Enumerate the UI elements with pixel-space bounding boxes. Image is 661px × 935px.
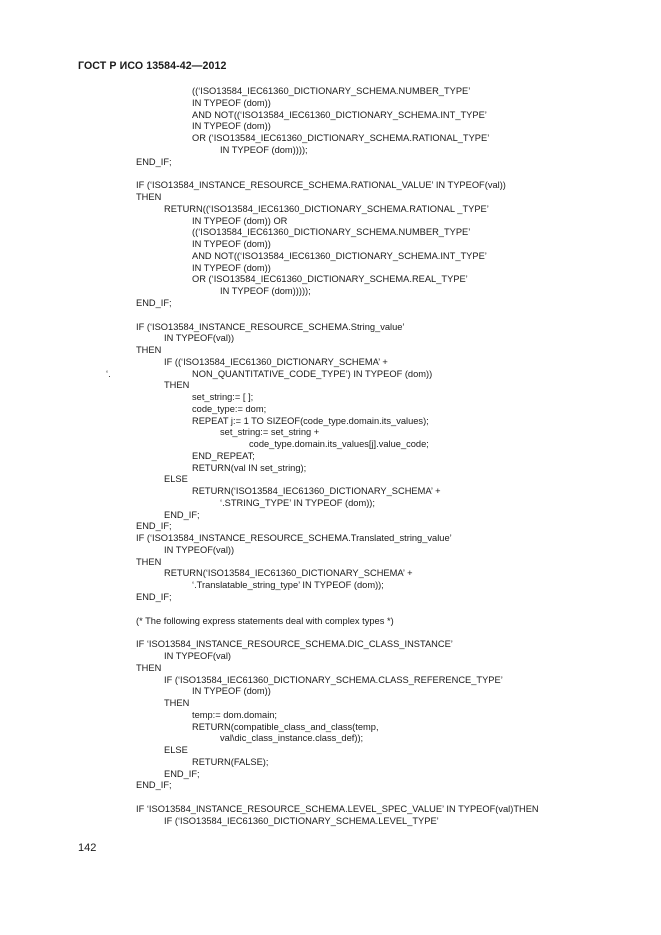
code-line: code_type:= dom; xyxy=(192,403,267,414)
code-line: RETURN(FALSE); xyxy=(192,756,269,767)
code-line: IN TYPEOF (dom)) xyxy=(192,239,271,249)
code-line: ELSE xyxy=(164,745,188,755)
code-line: code_type.domain.its_values[j].value_code; xyxy=(249,439,429,449)
code-line: temp:= dom.domain; xyxy=(192,709,278,720)
code-line: ((‘ISO13584_IEC61360_DICTIONARY_SCHEMA.NUMBER_TYPE’ xyxy=(192,86,471,96)
code-line: AND NOT((‘ISO13584_IEC61360_DICTIONARY_SCHEMA.INT_TYPE’ xyxy=(192,250,487,261)
code-line: ELSE xyxy=(164,474,188,485)
document-header: ГОСТ Р ИСО 13584-42—2012 xyxy=(78,60,227,72)
code-line: set_string:= set_string + xyxy=(220,427,320,438)
code-line: END_IF; xyxy=(164,768,200,779)
code-line: (* The following express statements deal with complex types *) xyxy=(136,615,394,626)
code-line: ‘.STRING_TYPE’ IN TYPEOF (dom)); xyxy=(220,497,375,508)
code-line: THEN xyxy=(136,192,162,202)
code-line: RETURN(compatible_class_and_class(temp, xyxy=(192,721,379,732)
code-line: IF (‘ISO13584_INSTANCE_RESOURCE_SCHEMA.Translated_string_value’ xyxy=(136,533,452,543)
code-line: THEN xyxy=(136,556,162,567)
code-line: THEN xyxy=(164,380,190,391)
code-line: END_IF; xyxy=(136,297,172,308)
code-line: ((‘ISO13584_IEC61360_DICTIONARY_SCHEMA.NUMBER_TYPE’ xyxy=(192,227,471,238)
code-line: val\dic_class_instance.class_def)); xyxy=(220,733,364,744)
page-number: 142 xyxy=(78,842,97,854)
code-line: IF (‘ISO13584_INSTANCE_RESOURCE_SCHEMA.String_value’ xyxy=(136,321,405,332)
code-line: END_IF; xyxy=(164,509,200,520)
code-line: NON_QUANTITATIVE_CODE_TYPE’) IN TYPEOF (dom)) xyxy=(192,368,433,379)
code-line: RETURN(val IN set_string); xyxy=(192,462,307,473)
code-line: END_IF; xyxy=(136,591,172,602)
code-line: AND NOT((‘ISO13584_IEC61360_DICTIONARY_SCHEMA.INT_TYPE’ xyxy=(192,109,487,120)
code-line-prefix: ‘. xyxy=(106,368,111,379)
code-line: IF (‘ISO13584_IEC61360_DICTIONARY_SCHEMA.CLASS_REFERENCE_TYPE’ xyxy=(164,674,503,685)
code-line: END_REPEAT; xyxy=(192,450,255,461)
code-line: RETURN(‘ISO13584_IEC61360_DICTIONARY_SCHEMA’ + xyxy=(192,486,441,496)
code-line: ‘.Translatable_string_type’ IN TYPEOF (dom)); xyxy=(192,580,384,590)
code-line: THEN xyxy=(136,662,162,673)
code-line: IF (‘ISO13584_INSTANCE_RESOURCE_SCHEMA.RATIONAL_VALUE’ IN TYPEOF(val)) xyxy=(136,180,506,191)
code-line: IF (‘ISO13584_IEC61360_DICTIONARY_SCHEMA.LEVEL_TYPE’ xyxy=(164,815,439,826)
code-line: IN TYPEOF (dom)) xyxy=(192,686,271,697)
code-line: REPEAT j:= 1 TO SIZEOF(code_type.domain.its_values); xyxy=(192,415,429,426)
code-line: IN TYPEOF (dom)) xyxy=(192,121,271,132)
code-line: IN TYPEOF(val) xyxy=(164,651,231,661)
code-line: IN TYPEOF (dom)) OR xyxy=(192,215,288,226)
code-line: IN TYPEOF (dom)) xyxy=(192,262,271,273)
code-line: IN TYPEOF (dom)))); xyxy=(220,144,308,155)
code-line: THEN xyxy=(136,345,162,355)
code-line: IN TYPEOF (dom))))); xyxy=(220,286,311,296)
code-line: OR (‘ISO13584_IEC61360_DICTIONARY_SCHEMA.REAL_TYPE’ xyxy=(192,274,468,285)
code-line: IF ((‘ISO13584_IEC61360_DICTIONARY_SCHEMA’ + xyxy=(164,356,388,367)
code-line: END_IF; xyxy=(136,156,172,167)
code-line: IF ‘ISO13584_INSTANCE_RESOURCE_SCHEMA.LEVEL_SPEC_VALUE’ IN TYPEOF(val)THEN xyxy=(136,804,539,814)
code-line: END_IF; xyxy=(136,521,172,532)
code-line: RETURN(‘ISO13584_IEC61360_DICTIONARY_SCHEMA’ + xyxy=(164,568,413,579)
code-line: IN TYPEOF(val)) xyxy=(164,333,235,344)
code-line: IN TYPEOF(val)) xyxy=(164,544,235,555)
code-line: IN TYPEOF (dom)) xyxy=(192,97,271,108)
code-line: IF ‘ISO13584_INSTANCE_RESOURCE_SCHEMA.DIC_CLASS_INSTANCE’ xyxy=(136,639,453,650)
code-line: OR (‘ISO13584_IEC61360_DICTIONARY_SCHEMA.RATIONAL_TYPE’ xyxy=(192,133,490,143)
code-line: END_IF; xyxy=(136,780,172,791)
code-line: RETURN((‘ISO13584_IEC61360_DICTIONARY_SCHEMA.RATIONAL _TYPE’ xyxy=(164,203,489,214)
code-line: THEN xyxy=(164,698,190,708)
code-line: set_string:= [ ]; xyxy=(192,392,254,402)
